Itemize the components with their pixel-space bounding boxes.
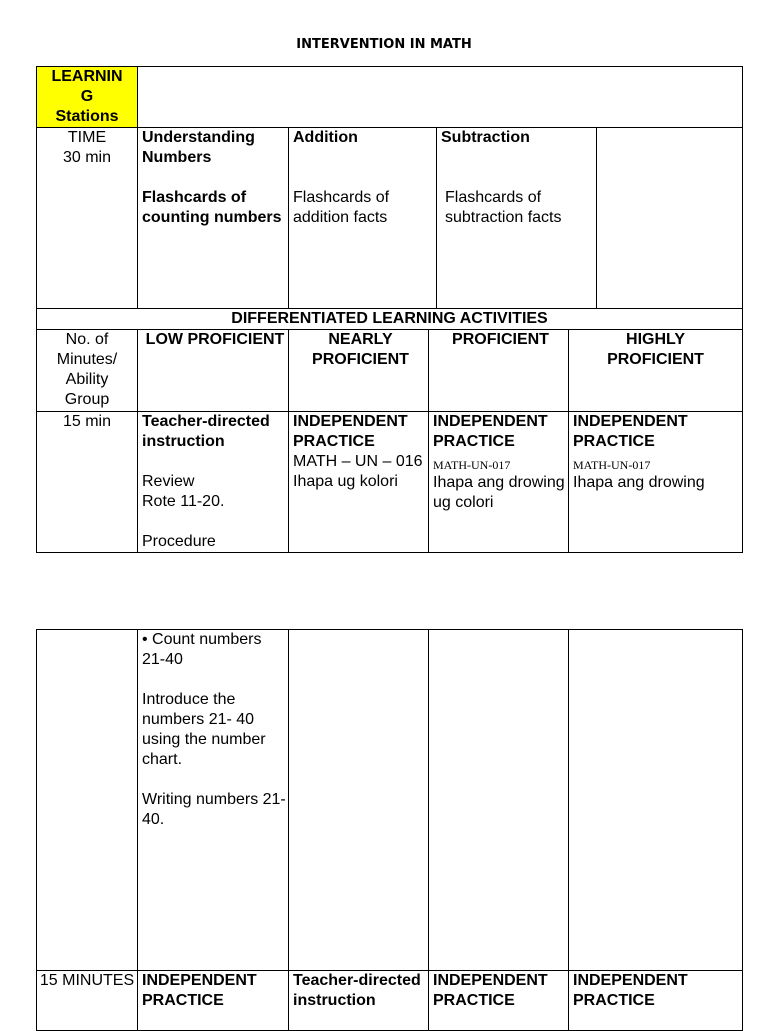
procedure-cell: • Count numbers 21-40 Introduce the numbers 21- 40 using the number chart. Writing numbers 21- 40. [138,630,289,971]
header-highly-proficient: HIGHLY PROFICIENT [569,330,743,412]
blank-time-cell [37,630,138,971]
blank-nearly-cell [289,630,429,971]
document-title: INTERVENTION IN MATH [296,37,472,52]
proficient-activity: INDEPENDENT PRACTICE MATH-UN-017 Ihapa ang drowing ug colori [429,412,569,553]
highly-proficient-activity-2: INDEPENDENT PRACTICE [569,971,743,1031]
station-blank [597,128,743,309]
header-proficient: PROFICIENT [429,330,569,412]
nearly-proficient-activity: INDEPENDENT PRACTICE MATH – UN – 016 Ihapa ug kolori [289,412,429,553]
time-15-minutes: 15 MINUTES [37,971,138,1031]
station-subtraction: Subtraction Flashcards of subtraction facts [437,128,597,309]
stations-blank-cell [138,67,743,128]
nearly-proficient-activity-2: Teacher-directed instruction [289,971,429,1031]
learning-stations-cell: LEARNIN G Stations [37,67,138,128]
time-15-min: 15 min [37,412,138,553]
dla-table [36,308,743,553]
blank-highly-cell [569,630,743,971]
header-nearly-proficient: NEARLY PROFICIENT [289,330,429,412]
time-cell: TIME 30 min [37,128,138,309]
group-header-cell: No. of Minutes/ Ability Group [37,330,138,412]
stations-table [36,66,743,128]
header-low-proficient: LOW PROFICIENT [138,330,289,412]
station-addition: Addition Flashcards of addition facts [289,128,437,309]
stations-detail-table [36,127,743,309]
low-proficient-activity: Teacher-directed instruction Review Rote 11-20. Procedure [138,412,289,553]
dla-heading: DIFFERENTIATED LEARNING ACTIVITIES [37,309,743,330]
low-proficient-activity-2: INDEPENDENT PRACTICE [138,971,289,1031]
proficient-activity-2: INDEPENDENT PRACTICE [429,971,569,1031]
continuation-table [36,629,743,1031]
blank-proficient-cell [429,630,569,971]
station-understanding-numbers: Understanding Numbers Flashcards of counting numbers [138,128,289,309]
highly-proficient-activity: INDEPENDENT PRACTICE MATH-UN-017 Ihapa ang drowing [569,412,743,553]
